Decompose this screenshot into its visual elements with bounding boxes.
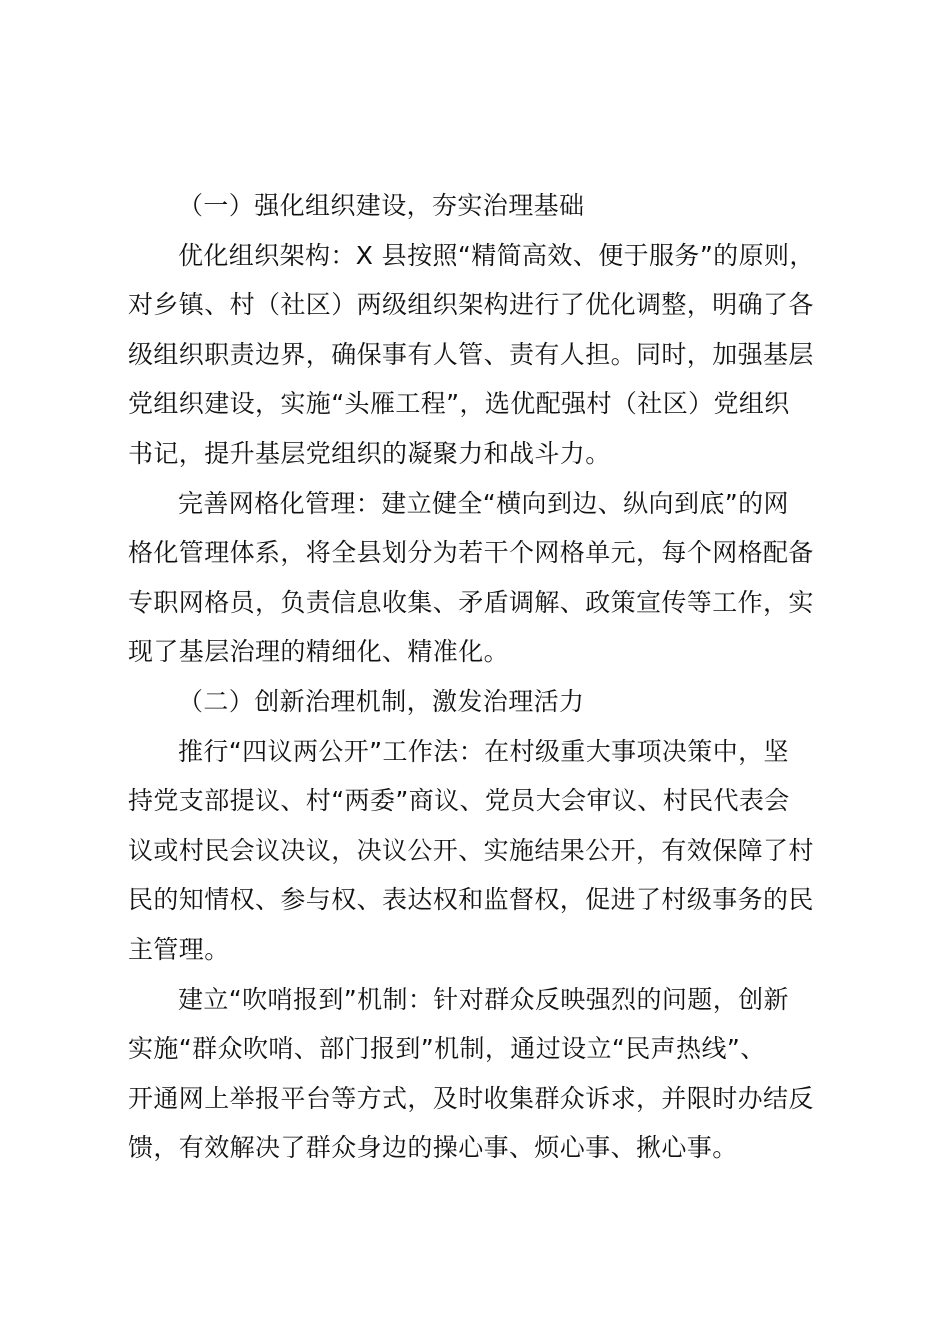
document-body	[128, 181, 828, 1173]
paragraph-line: 现了基层治理的精细化、精准化。	[128, 637, 510, 667]
paragraph-line: 党组织建设，实施“头雁工程”，选优配强村（社区）党组织	[128, 389, 790, 419]
paragraph-line: 开通网上举报平台等方式，及时收集群众诉求，并限时办结反	[128, 1083, 814, 1113]
paragraph-line: 对乡镇、村（社区）两级组织架构进行了优化调整，明确了各	[128, 290, 814, 320]
paragraph-line: 完善网格化管理：建立健全“横向到边、纵向到底”的网	[178, 488, 789, 518]
paragraph-line: 主管理。	[128, 934, 230, 964]
paragraph-line: 推行“四议两公开”工作法：在村级重大事项决策中，坚	[178, 736, 789, 766]
paragraph-line: 专职网格员，负责信息收集、矛盾调解、政策宣传等工作，实	[128, 587, 814, 617]
paragraph-line: 级组织职责边界，确保事有人管、责有人担。同时，加强基层	[128, 339, 814, 369]
section-heading-2: （二）创新治理机制，激发治理活力	[178, 686, 585, 716]
paragraph-line: 持党支部提议、村“两委”商议、党员大会审议、村民代表会	[128, 786, 790, 816]
section-heading-1: （一）强化组织建设，夯实治理基础	[178, 191, 585, 220]
paragraph-line: 实施“群众吹哨、部门报到”机制，通过设立“民声热线”、	[128, 1034, 766, 1064]
paragraph-line: 优化组织架构：X 县按照“精简高效、便于服务”的原则，	[178, 240, 815, 270]
paragraph-line: 议或村民会议决议，决议公开、实施结果公开，有效保障了村	[128, 835, 814, 865]
paragraph-line: 民的知情权、参与权、表达权和监督权，促进了村级事务的民	[128, 885, 814, 915]
paragraph-line: 书记，提升基层党组织的凝聚力和战斗力。	[128, 438, 611, 468]
paragraph-line: 建立“吹哨报到”机制：针对群众反映强烈的问题，创新	[178, 984, 789, 1014]
paragraph-line: 馈，有效解决了群众身边的操心事、烦心事、揪心事。	[128, 1133, 738, 1163]
paragraph-line: 格化管理体系，将全县划分为若干个网格单元，每个网格配备	[128, 538, 814, 568]
